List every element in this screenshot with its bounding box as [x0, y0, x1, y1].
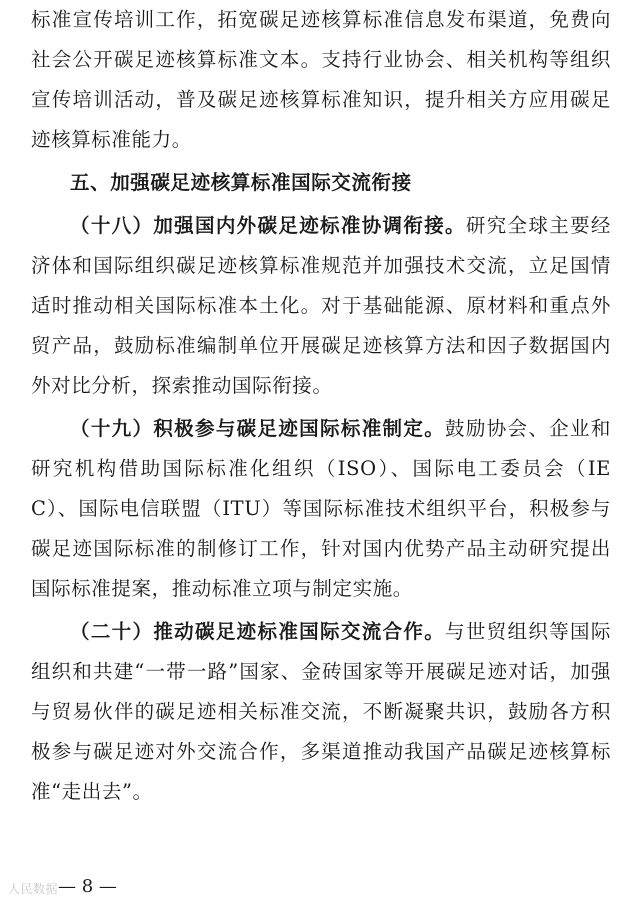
page-footer: [0, 876, 641, 901]
clause-20-title: （二十）推动碳足迹标准国际交流合作。: [70, 620, 446, 643]
intro-paragraph: 标准宣传培训工作，拓宽碳足迹核算标准信息发布渠道，免费向社会公开碳足迹核算标准文本。支持行业协会、相关机构等组织宣传培训活动，普及碳足迹核算标准知识，提升相关方应用碳足迹核算标准能力。: [31, 8, 611, 151]
page-number: — 8 —: [58, 876, 117, 897]
clause-18-paragraph: [31, 206, 611, 406]
watermark-logo: 人民数据: [8, 882, 59, 896]
clause-20-body: 与世贸组织等国际组织和共建“一带一路”国家、金砖国家等开展碳足迹对话，加强与贸易伙伴的碳足迹相关标准交流，不断凝聚共识，鼓励各方积极参与碳足迹对外交流合作，多渠道推动我国产品碳足迹核算标准“走出去”。: [31, 620, 611, 803]
clause-19-paragraph: [31, 409, 611, 609]
section-heading: 五、加强碳足迹核算标准国际交流衔接: [70, 171, 412, 194]
clause-19-body: 鼓励协会、企业和研究机构借助国际标准化组织（ISO）、国际电工委员会（IEC）、国际电信联盟（ITU）等国际标准技术组织平台，积极参与碳足迹国际标准的制修订工作，针对国内优势产品主动研究提出国际标准提案，推动标准立项与制定实施。: [31, 417, 611, 600]
clause-18-body: 研究全球主要经济体和国际组织碳足迹核算标准规范并加强技术交流，立足国情适时推动相关国际标准本土化。对于基础能源、原材料和重点外贸产品，鼓励标准编制单位开展碳足迹核算方法和因子数据国内外对比分析，探索推动国际衔接。: [31, 214, 612, 397]
clause-19-title: （十九）积极参与碳足迹国际标准制定。: [70, 417, 446, 440]
clause-20-paragraph: [31, 612, 611, 812]
clause-18-title: （十八）加强国内外碳足迹标准协调衔接。: [70, 214, 466, 237]
document-page: [31, 0, 611, 812]
